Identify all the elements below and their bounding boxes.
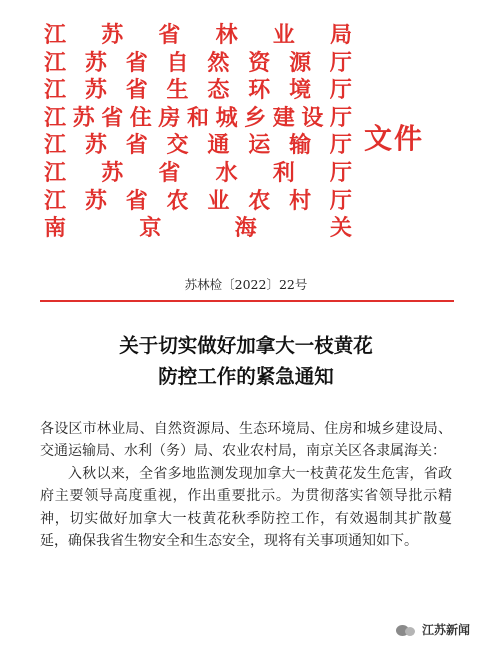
agency-char: 江 — [44, 104, 67, 131]
agency-char: 业 — [272, 22, 295, 48]
agency-char: 乡 — [244, 104, 267, 131]
agency-char: 苏 — [101, 22, 124, 48]
agency-char: 源 — [289, 49, 312, 76]
agency-char: 村 — [289, 187, 312, 214]
agency-char: 设 — [301, 104, 324, 131]
document-number: 苏林检〔2022〕22号 — [184, 277, 308, 292]
agency-char: 厅 — [329, 49, 352, 76]
agency-name — [44, 77, 352, 105]
agency-char: 城 — [215, 104, 238, 131]
agency-char: 苏 — [84, 132, 107, 159]
agency-name — [44, 188, 352, 216]
agency-char: 江 — [44, 159, 67, 186]
agency-char: 自 — [166, 49, 189, 76]
document-suffix: 文件 — [364, 122, 425, 155]
agency-name — [44, 50, 352, 78]
agency-char: 省 — [125, 132, 148, 159]
agency-char: 然 — [207, 49, 230, 76]
agency-char: 农 — [248, 187, 271, 214]
agency-char: 海 — [234, 215, 257, 242]
agency-char: 厅 — [329, 132, 352, 159]
agency-char: 利 — [272, 159, 295, 186]
agency-char: 省 — [101, 104, 124, 131]
agency-char: 厅 — [329, 77, 352, 104]
agency-char: 局 — [329, 22, 352, 48]
agency-char: 苏 — [84, 77, 107, 104]
agency-char: 厅 — [329, 159, 352, 186]
agency-char: 环 — [248, 77, 271, 104]
document-title — [0, 330, 492, 392]
agency-name — [44, 22, 352, 50]
agency-char: 江 — [44, 77, 67, 104]
agency-char: 关 — [329, 215, 352, 242]
title-line-1: 关于切实做好加拿大一枝黄花 — [119, 334, 373, 357]
agency-char: 江 — [44, 132, 67, 159]
agency-char: 京 — [139, 215, 162, 242]
agency-char: 省 — [158, 22, 181, 48]
wechat-icon — [396, 623, 418, 637]
agency-char: 农 — [166, 187, 189, 214]
agency-char: 省 — [125, 77, 148, 104]
salutation: 各设区市林业局、自然资源局、生态环境局、住房和城乡建设局、交通运输局、水利（务）局、农业农村局，南京关区各隶属海关： — [40, 421, 452, 460]
agency-char: 水 — [215, 159, 238, 186]
agency-char: 态 — [207, 77, 230, 104]
agency-char: 业 — [207, 187, 230, 214]
agency-char: 江 — [44, 187, 67, 214]
agency-char: 和 — [186, 104, 209, 131]
document-body — [40, 418, 452, 552]
agency-char: 林 — [215, 22, 238, 48]
issuing-agencies — [44, 22, 352, 243]
agency-char: 住 — [129, 104, 152, 131]
agency-char: 苏 — [101, 159, 124, 186]
agency-char: 运 — [248, 132, 271, 159]
agency-name — [44, 160, 352, 188]
agency-char: 境 — [289, 77, 312, 104]
watermark-text: 江苏新闻 — [421, 623, 470, 637]
agency-name — [44, 132, 352, 160]
source-watermark — [396, 621, 470, 638]
agency-char: 输 — [289, 132, 312, 159]
agency-char: 江 — [44, 22, 67, 48]
red-divider-line — [40, 300, 454, 302]
agency-char: 省 — [158, 159, 181, 186]
agency-char: 南 — [44, 215, 67, 242]
agency-char: 省 — [125, 187, 148, 214]
agency-char: 江 — [44, 49, 67, 76]
agency-char: 生 — [166, 77, 189, 104]
agency-char: 苏 — [84, 49, 107, 76]
body-paragraph: 入秋以来，全省多地监测发现加拿大一枝黄花发生危害，省政府主要领导高度重视，作出重要批示。为贯彻落实省领导批示精神，切实做好加拿大一枝黄花秋季防控工作，有效遏制其扩散蔓延，确保我省生物安全和生态安全，现将有关事项通知如下。 — [40, 465, 452, 550]
agency-char: 房 — [158, 104, 181, 131]
agency-char: 厅 — [329, 104, 352, 131]
agency-char: 苏 — [72, 104, 95, 131]
agency-char: 省 — [125, 49, 148, 76]
agency-name — [44, 215, 352, 243]
agency-char: 厅 — [329, 187, 352, 214]
agency-char: 资 — [248, 49, 271, 76]
agency-char: 苏 — [84, 187, 107, 214]
title-line-2: 防控工作的紧急通知 — [158, 365, 334, 388]
agency-char: 建 — [272, 104, 295, 131]
agency-char: 交 — [166, 132, 189, 159]
agency-name — [44, 105, 352, 133]
agency-char: 通 — [207, 132, 230, 159]
